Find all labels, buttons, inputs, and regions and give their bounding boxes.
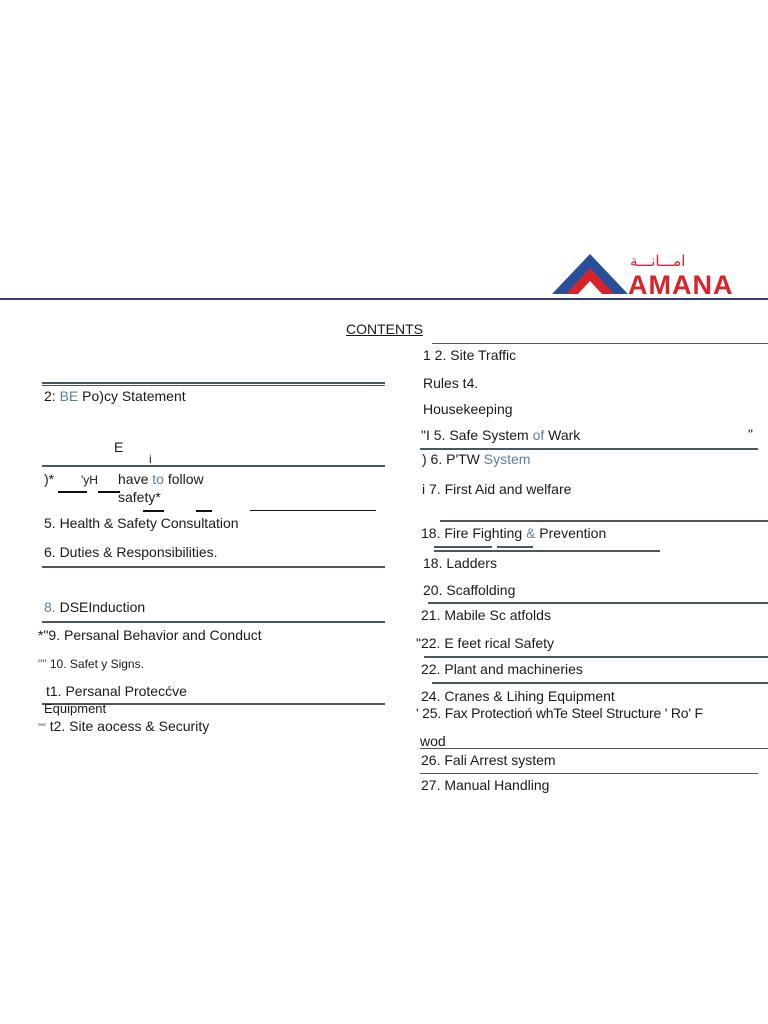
toc-item-2[interactable] — [44, 388, 186, 404]
amana-logo — [548, 248, 762, 300]
toc-item-11-cont: Equipment — [44, 701, 107, 716]
toc-item-8[interactable] — [44, 599, 145, 615]
have-to-follow — [118, 471, 204, 487]
toc-item-r11[interactable]: "22. E feet rical Safety — [416, 635, 555, 651]
toc-item-r5[interactable] — [422, 451, 530, 467]
toc-item-5[interactable]: 5. Health & Safety Consultation — [44, 515, 239, 531]
dash-2 — [98, 491, 120, 493]
toc-item-r3[interactable]: Housekeeping — [423, 401, 513, 417]
logo-brand-text: AMANA — [628, 270, 734, 300]
toc-item-r4-end: " — [748, 426, 753, 442]
safety-word: safety* — [118, 489, 161, 505]
toc-item-11[interactable] — [46, 683, 187, 699]
right-rule-4 — [434, 550, 660, 552]
right-rule-9 — [420, 773, 758, 774]
dash-1 — [58, 491, 87, 493]
right-dash-2 — [497, 546, 533, 548]
left-rule-3 — [42, 566, 385, 568]
toc-item-r7-b: Prevention — [539, 525, 607, 541]
right-rule-1 — [432, 343, 768, 344]
toc-item-r10[interactable]: 21. Mabile Sc atfolds — [421, 607, 551, 623]
toc-item-11-rest: Persanal Protecćve — [65, 683, 187, 699]
left-rule-2 — [42, 465, 385, 467]
toc-item-r13[interactable]: 24. Cranes & Lihing Equipment — [421, 688, 615, 704]
toc-item-9[interactable]: *"9. Persanal Behavior and Conduct — [38, 627, 262, 643]
toc-item-10[interactable] — [38, 657, 144, 671]
page-title: CONTENTS — [346, 321, 423, 337]
toc-item-r7-a: 18. Fire Fighting — [421, 525, 523, 541]
left-rule-1b — [42, 385, 385, 386]
toc-item-r7[interactable] — [421, 525, 606, 541]
toc-item-2-num: 2: — [44, 388, 56, 404]
toc-item-r15: wod — [420, 733, 446, 749]
star-prefix: )* — [44, 471, 55, 487]
toc-item-11-num: t1. — [46, 683, 62, 699]
toc-item-r4-b: Wark — [548, 427, 581, 443]
right-dash-1 — [434, 546, 492, 548]
right-rule-6 — [424, 656, 768, 658]
toc-item-r7-amp: & — [526, 525, 536, 541]
logo-arabic-text: امـــانـــة — [630, 252, 686, 270]
toc-item-r16[interactable]: 26. Fali Arrest system — [421, 752, 556, 768]
to-word: to — [152, 471, 164, 487]
toc-item-r12[interactable]: 22. Plant and machineries — [421, 661, 583, 677]
right-rule-5 — [428, 602, 768, 604]
toc-item-r2[interactable]: Rules t4. — [423, 375, 479, 391]
toc-item-12-label: t2. Site aocess & Security — [49, 718, 210, 734]
toc-item-10-prefix: "" — [38, 657, 47, 671]
toc-item-12[interactable] — [38, 718, 209, 734]
toc-item-10-label: 10. Safet y Signs. — [49, 657, 144, 671]
right-rule-3 — [440, 520, 768, 522]
toc-item-r6[interactable]: i 7. First Aid and welfare — [422, 481, 572, 497]
toc-item-r4-of: of — [532, 427, 545, 443]
yh-text: 'yH — [81, 473, 98, 487]
right-rule-2 — [420, 448, 758, 450]
toc-item-2-be: BE — [59, 388, 79, 404]
left-rule-4 — [42, 621, 385, 623]
stray-e: E — [114, 439, 124, 455]
toc-item-r14[interactable]: ' 25. Fax Protectioń whTe Steel Structure ' Ro' F — [416, 705, 703, 721]
toc-item-12-prefix: "" — [38, 722, 46, 734]
toc-item-r5-a: ) 6. P'TW — [422, 451, 480, 467]
dash-5 — [250, 510, 376, 511]
right-rule-7 — [432, 682, 768, 684]
toc-item-2-rest: Po)cy Statement — [82, 388, 186, 404]
toc-item-r4[interactable] — [421, 427, 580, 443]
dash-4 — [196, 510, 212, 512]
stray-i: i — [149, 452, 152, 466]
toc-item-8-rest: DSEInduction — [59, 599, 146, 615]
toc-item-r8[interactable]: 18. Ladders — [423, 555, 497, 571]
have-word: have — [118, 471, 149, 487]
header-rule — [0, 298, 768, 300]
dash-3 — [143, 510, 164, 512]
toc-item-r17[interactable]: 27. Manual Handling — [421, 777, 550, 793]
toc-item-6[interactable]: 6. Duties & Responsibilities. — [44, 544, 218, 560]
follow-word: follow — [167, 471, 204, 487]
toc-item-8-num: 8. — [44, 599, 56, 615]
toc-item-r1[interactable]: 1 2. Site Traffic — [423, 347, 517, 363]
right-rule-8 — [420, 748, 768, 749]
toc-item-r5-b: System — [483, 451, 531, 467]
toc-item-r4-a: "I 5. Safe System — [421, 427, 529, 443]
left-rule-1 — [42, 382, 385, 384]
toc-item-r9[interactable]: 20. Scaffolding — [423, 582, 516, 598]
